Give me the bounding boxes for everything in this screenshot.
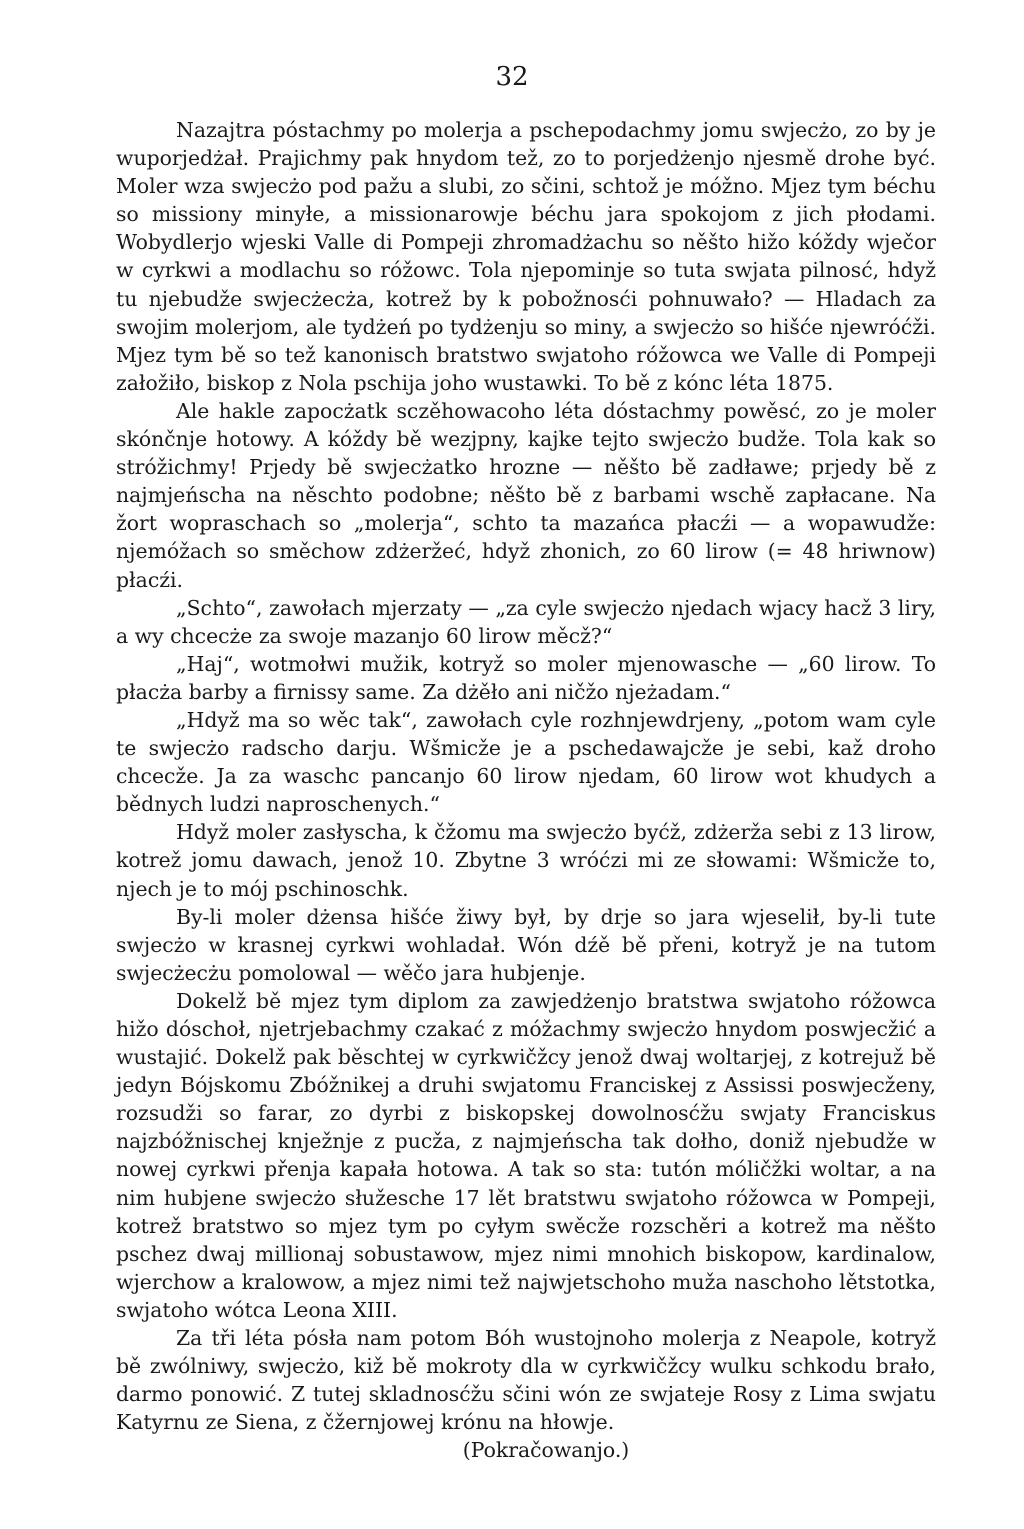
- paragraph: Ale hakle zapocżatk sczěhowacoho léta dóstachmy powěsć, zo je moler skónčnje hotowy. A kóždy bě wezjpny, kajke tejto swjecżo budže. Tola kak so stróžichmy! Prjedy bě swjecżatko hrozne — něšto bě zadławe; prjedy bě z najmjeńscha na něschto podobne; něšto bě z barbami wschě zapłacane. Na žort wopraschach so „molerja“, schto ta mazańca płacźi — a wopawudže: njemóžach so směchow zdżeržeć, hdyž zhonich, zo 60 lirow (= 48 hriwnow) płacźi.: [116, 398, 936, 592]
- body-text: [116, 116, 936, 1465]
- paragraph: „Haj“, wotmołwi mužik, kotryž so moler mjenowasche — „60 lirow. To płacża barby a firnissy same. Za dżěło ani ničžo njeżadam.“: [116, 651, 936, 704]
- paragraph: By-li moler dżensa hišće žiwy był, by drje so jara wjeselił, by-li tute swjecżo w krasnej cyrkwi wohladał. Wón dźě bě přeni, kotryž je na tutom swjecżecżu pomolowal — wěčo jara hubjenje.: [116, 904, 936, 985]
- paragraph: „Schto“, zawołach mjerzaty — „za cyle swjecżo njedach wjacy hacž 3 liry, a wy chcecże za swoje mazanjo 60 lirow měcž?“: [116, 595, 936, 648]
- paragraph: „Hdyž ma so wěc tak“, zawołach cyle rozhnjewdrjeny, „potom wam cyle te swjecżo radscho darju. Wšmicže je a pschedawajcže je sebi, kaž droho chcecže. Ja za waschc pancanjo 60 lirow njedam, 60 lirow wot khudych a bědnych ludzi naproschenych.“: [116, 707, 936, 817]
- paragraph: Nazajtra póstachmy po molerja a pschepodachmy jomu swjecżo, zo by je wuporjedżał. Prajichmy pak hnydom tež, zo to porjedżenjo njesmě drohe być. Moler wza swjecżo pod pažu a slubi, zo sčini, schtož je móžno. Mjez tym béchu so missiony minyłe, a missionarowje béchu jara spokojom z jich płodami. Wobydlerjo wjeski Valle di Pompeji zhromadżachu so něšto hižo kóždy wječor w cyrkwi a modlachu so róžowc. Tola njepominje so tuta swjata pilnosć, hdyž tu njebudže swjecżecża, kotrež by k pobožnosći pohnuwało? — Hladach za swojim molerjom, ale tydżeń po tydżenju so miny, a swjecżo so hišće njewróćži. Mjez tym bě so tež kanonisch bratstwo swjatoho róžowca we Valle di Pompeji załožiło, biskop z Nola pschija joho wustawki. To bě z kónc léta 1875.: [116, 118, 936, 395]
- page-number: 32: [495, 62, 529, 92]
- paragraph: Hdyž moler zasłyscha, k čžomu ma swjecżo byćž, zdżerža sebi z 13 lirow, kotrež jomu dawach, jenož 10. Zbytne 3 wróćzi mi ze słowami: Wšmicže to, njech je to mój pschinoschk.: [116, 820, 936, 901]
- continuation-note: (Pokračowanjo.): [462, 1438, 630, 1463]
- paragraph: Za tři léta pósła nam potom Bóh wustojnoho molerja z Neapole, kotryž bě zwólniwy, swjecżo, kiž bě mokroty dla w cyrkwičžcy wulku schkodu brało, darmo ponowić. Z tutej skladnosćžu sčini wón ze swjateje Rosy z Lima swjatu Katyrnu ze Siena, z čžernjowej krónu na hłowje.: [116, 1326, 936, 1435]
- paragraph: Dokelž bě mjez tym diplom za zawjedżenjo bratstwa swjatoho róžowca hižo dóschoł, njetrjebachmy czakać z móžachmy swjecżo hnydom poswjecžić a wustajić. Dokelž pak běschtej w cyrkwičžcy jenož dwaj woltarjej, z kotrejuž bě jedyn Bójskomu Zbóžnikej a druhi swjatomu Franciskej z Assissi poswjecženy, rozsudži so farar, zo dyrbi z biskopskej dowolnosćžu swjaty Franciskus najzbóžnischej knježnje z pucža, z najmjeńscha tak dołho, doniž njebudže w nowej cyrkwi přenja kapała hotowa. A tak so sta: tutón móličžki woltar, a na nim hubjene swjecżo słužesche 17 lět bratstwu swjatoho róžowca w Pompeji, kotrež bratstwo so mjez tym po cyłym swěcže rozschěri a kotrež ma něšto pschez dwaj millionaj sobustawow, mjez nimi mnohich biskopow, kardinalow, wjerchow a kralowow, a mjez nimi tež najwjetschoho muža naschoho lětstotka, swjatoho wótca Leona XIII.: [116, 988, 936, 1322]
